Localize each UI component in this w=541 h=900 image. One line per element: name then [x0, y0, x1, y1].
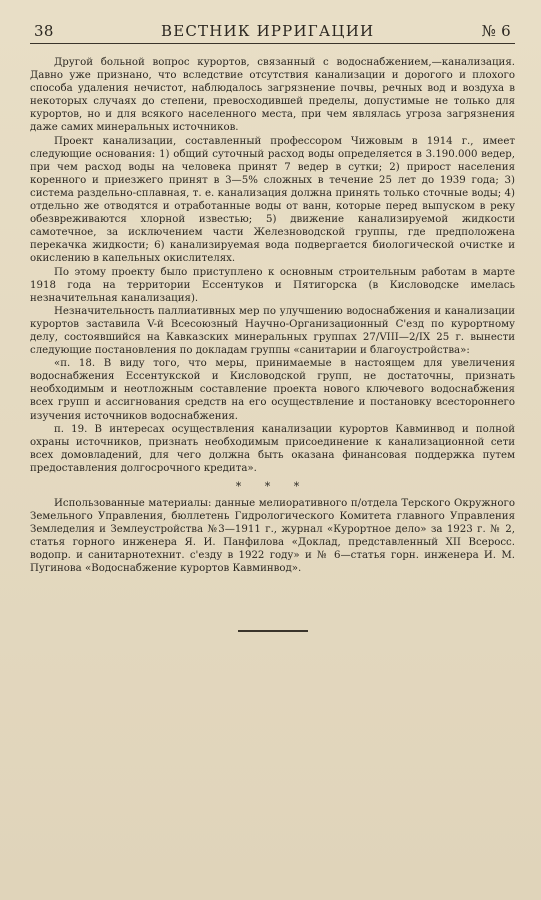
- paragraph-sources: Использованные материалы: данные мелиоративного п/отдела Терского Окружного Земельного Управления, бюллетень Гидрологического Комитета главного Управления Земледелия и Землеустройства №3—1911 г., журнал «Курортное дело» за 1923 г. № 2, статья горного инженера Я. И. Панфилова «Доклад, представленный XII Всеросс. водопр. и санитарнотехнит. с'езду в 1922 году» и № 6—статья горн. инженера И. М. Пугинова «Водоснабжение курортов Кавминвод».: [30, 498, 515, 575]
- paragraph-chizhov-project: Проект канализации, составленный профессором Чижовым в 1914 г., имеет следующие основания: 1) общий суточный расход воды определяется в 3.190.000 ведер, при чем расход воды на человека принят 7 ведер в сутки; 2) прирост населения коренного и приезжего принят в 3—5% сложных в течение 25 лет до 1939 года; 3) система раздельно-сплавная, т. е. канализация должна принять только сточные воды; 4) отдельно же отводятся и отработанные воды от ванн, которые перед выпуском в реку обезвреживаются хлорной известью; 5) движение канализируемой жидкости самотечное, за исключением части Железноводской группы, где предположена перекачка жидкости; 6) канализируемая вода подвергается биологической очистке и окислению в капельных окислителях.: [30, 135, 515, 265]
- end-rule: [238, 630, 308, 632]
- paragraph-clause-18: «п. 18. В виду того, что меры, принимаемые в настоящем для увеличения водоснабжения Ессентукской и Кисловодской групп, не достаточны, признать необходимым и неотложным составление проекта нового ключевого водоснабжения всех групп и ассигнования средств на его осуществление и постановку всестороннего изучения источников водоснабжения.: [30, 358, 515, 422]
- paragraph-sewerage-problem: Другой больной вопрос курортов, связанный с водоснабжением,—канализация. Давно уже признано, что вследствие отсутствия канализации и дорогого и плохого способа удаления нечистот, наблюдалось загрязнение почвы, речных вод и воздуха в некоторых случаях до степени, превосходившей пределы, допустимые не только для курортов, но и для всякого населенного места, при чем являлась угроза загрязнения даже самих минеральных источников.: [30, 57, 515, 134]
- issue-number: № 6: [481, 22, 511, 40]
- journal-title: ВЕСТНИК ИРРИГАЦИИ: [161, 22, 375, 40]
- header-rule: [30, 43, 515, 44]
- paragraph-congress-resolutions: Незначительность паллиативных мер по улучшению водоснабжения и канализации курортов заставила V-й Всесоюзный Научно-Организационный С'езд по курортному делу, состоявшийся на Кавказских минеральных группах 27/VIII—2/IX 25 г. вынести следующие постановления по докладам группы «санитарии и благоустройства»:: [30, 305, 515, 357]
- page-number: 38: [34, 22, 54, 40]
- running-header: [30, 22, 515, 43]
- paragraph-clause-19: п. 19. В интересах осуществления канализации курортов Кавминвод и полной охраны источников, признать необходимым присоединение к канализационной сети всех домовладений, для чего должна быть оказана финансовая поддержка путем предоставления долгосрочного кредита».: [30, 423, 515, 474]
- section-separator-stars: * * *: [235, 480, 310, 493]
- article-body: [30, 56, 515, 475]
- paragraph-construction-start: По этому проекту было приступлено к основным строительным работам в марте 1918 года на территории Ессентуков и Пятигорска (в Кисловодске имелась незначительная канализация).: [30, 266, 515, 304]
- sources-section: [30, 497, 515, 576]
